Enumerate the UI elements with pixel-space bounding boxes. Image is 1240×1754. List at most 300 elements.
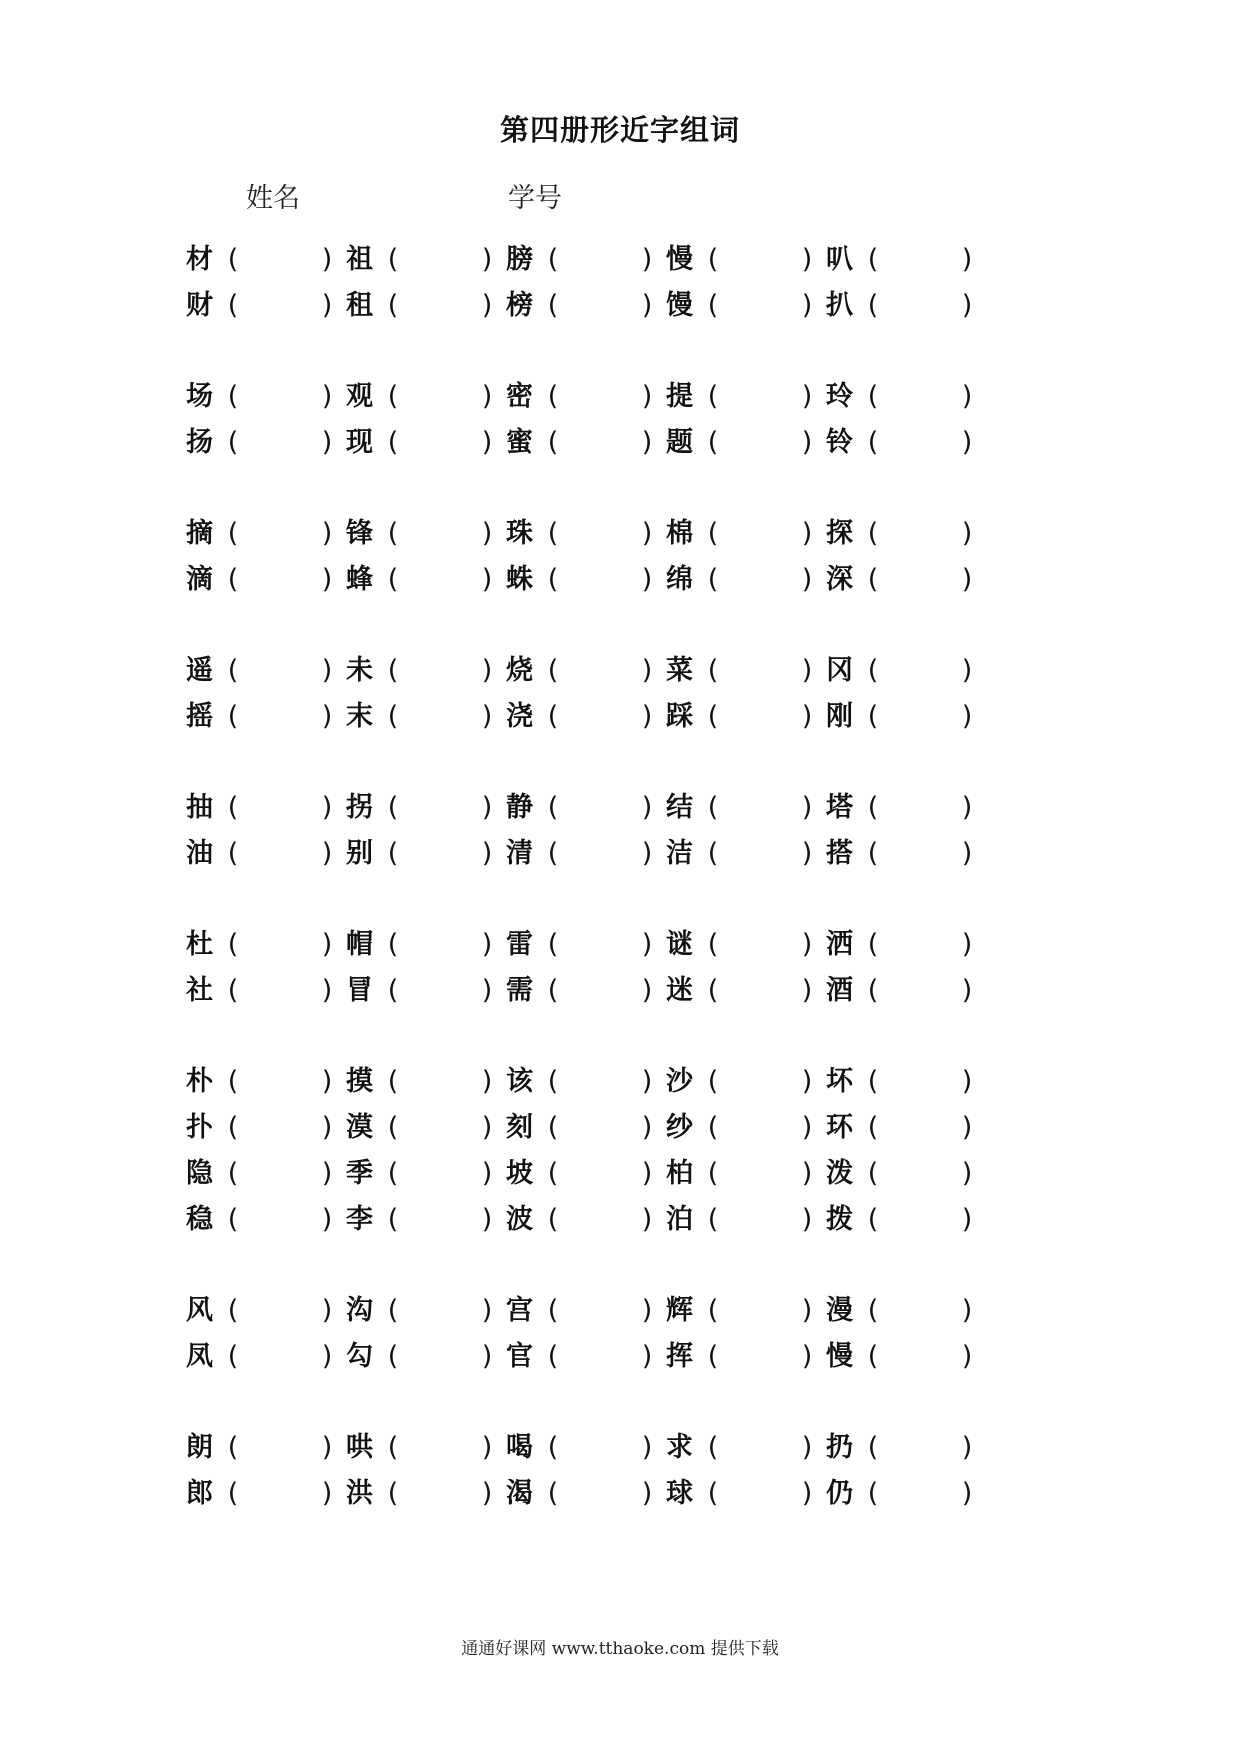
- answer-blank[interactable]: [400, 976, 480, 1006]
- paren-open: (: [707, 1432, 719, 1463]
- answer-blank[interactable]: [880, 1113, 960, 1143]
- paren-open: (: [867, 381, 879, 412]
- character: 冈: [826, 655, 853, 686]
- answer-blank[interactable]: [400, 1433, 480, 1463]
- answer-blank[interactable]: [720, 976, 800, 1006]
- character: 蜜: [506, 427, 533, 458]
- word-item: [186, 1105, 346, 1151]
- answer-blank[interactable]: [560, 656, 640, 686]
- paren-open: (: [387, 381, 399, 412]
- answer-blank[interactable]: [560, 245, 640, 275]
- paren-close: ): [801, 427, 813, 458]
- word-item: [346, 283, 506, 329]
- answer-blank[interactable]: [720, 1159, 800, 1189]
- word-item: [826, 1151, 986, 1197]
- answer-blank[interactable]: [880, 1159, 960, 1189]
- answer-blank[interactable]: [240, 702, 320, 732]
- char-line: [186, 785, 1006, 831]
- paren-close: ): [481, 290, 493, 321]
- paren-open: (: [707, 838, 719, 869]
- answer-blank[interactable]: [400, 1342, 480, 1372]
- answer-blank[interactable]: [240, 930, 320, 960]
- answer-blank[interactable]: [880, 793, 960, 823]
- character: 探: [826, 518, 853, 549]
- paren-close: ): [961, 564, 973, 595]
- char-line: [186, 1151, 1006, 1197]
- answer-blank[interactable]: [560, 1342, 640, 1372]
- answer-blank[interactable]: [880, 1067, 960, 1097]
- paren-open: (: [867, 1341, 879, 1372]
- char-group: [186, 237, 1006, 329]
- paren-open: (: [227, 1478, 239, 1509]
- paren-open: (: [707, 655, 719, 686]
- paren-close: ): [641, 1432, 653, 1463]
- word-item: [666, 283, 826, 329]
- character: 摘: [186, 518, 213, 549]
- paren-open: (: [867, 427, 879, 458]
- word-item: [506, 374, 666, 420]
- word-item: [506, 1471, 666, 1517]
- word-item: [506, 922, 666, 968]
- word-item: [666, 831, 826, 877]
- paren-open: (: [707, 929, 719, 960]
- answer-blank[interactable]: [720, 839, 800, 869]
- character: 馒: [666, 290, 693, 321]
- answer-blank[interactable]: [560, 565, 640, 595]
- answer-blank[interactable]: [720, 1067, 800, 1097]
- paren-open: (: [707, 1204, 719, 1235]
- word-item: [346, 831, 506, 877]
- paren-open: (: [227, 244, 239, 275]
- paren-open: (: [387, 1204, 399, 1235]
- paren-open: (: [867, 975, 879, 1006]
- answer-blank[interactable]: [240, 245, 320, 275]
- word-item: [826, 1197, 986, 1243]
- word-item: [826, 968, 986, 1014]
- word-item: [506, 511, 666, 557]
- character: 静: [506, 792, 533, 823]
- paren-open: (: [387, 1158, 399, 1189]
- answer-blank[interactable]: [240, 1113, 320, 1143]
- character: 未: [346, 655, 373, 686]
- answer-blank[interactable]: [880, 382, 960, 412]
- paren-close: ): [801, 1295, 813, 1326]
- word-item: [506, 1105, 666, 1151]
- answer-blank[interactable]: [720, 245, 800, 275]
- paren-open: (: [547, 1112, 559, 1143]
- character: 柏: [666, 1158, 693, 1189]
- answer-blank[interactable]: [240, 839, 320, 869]
- character: 密: [506, 381, 533, 412]
- word-item: [186, 694, 346, 740]
- character: 摇: [186, 701, 213, 732]
- paren-close: ): [961, 1432, 973, 1463]
- answer-blank[interactable]: [240, 976, 320, 1006]
- paren-open: (: [707, 1478, 719, 1509]
- word-item: [666, 511, 826, 557]
- paren-open: (: [227, 290, 239, 321]
- paren-close: ): [481, 1295, 493, 1326]
- character: 末: [346, 701, 373, 732]
- paren-close: ): [801, 1204, 813, 1235]
- answer-blank[interactable]: [720, 793, 800, 823]
- character: 扔: [826, 1432, 853, 1463]
- answer-blank[interactable]: [400, 245, 480, 275]
- paren-close: ): [641, 290, 653, 321]
- paren-open: (: [867, 1432, 879, 1463]
- answer-blank[interactable]: [240, 1205, 320, 1235]
- paren-close: ): [481, 975, 493, 1006]
- paren-open: (: [547, 975, 559, 1006]
- paren-close: ): [961, 929, 973, 960]
- paren-open: (: [547, 1158, 559, 1189]
- word-item: [346, 1059, 506, 1105]
- word-item: [186, 1059, 346, 1105]
- paren-close: ): [801, 564, 813, 595]
- paren-close: ): [481, 564, 493, 595]
- word-item: [666, 1105, 826, 1151]
- paren-close: ): [481, 427, 493, 458]
- answer-blank[interactable]: [400, 793, 480, 823]
- character: 沙: [666, 1066, 693, 1097]
- character: 波: [506, 1204, 533, 1235]
- character: 泼: [826, 1158, 853, 1189]
- paren-close: ): [641, 701, 653, 732]
- char-line: [186, 557, 1006, 603]
- paren-open: (: [707, 792, 719, 823]
- paren-open: (: [547, 701, 559, 732]
- character: 清: [506, 838, 533, 869]
- paren-open: (: [387, 1066, 399, 1097]
- character: 棉: [666, 518, 693, 549]
- character: 郎: [186, 1478, 213, 1509]
- char-group: [186, 1059, 1006, 1243]
- character: 锋: [346, 518, 373, 549]
- paren-close: ): [641, 1158, 653, 1189]
- paren-open: (: [547, 290, 559, 321]
- answer-blank[interactable]: [880, 1205, 960, 1235]
- answer-blank[interactable]: [400, 702, 480, 732]
- answer-blank[interactable]: [400, 428, 480, 458]
- answer-blank[interactable]: [240, 656, 320, 686]
- character: 塔: [826, 792, 853, 823]
- character: 雷: [506, 929, 533, 960]
- character: 榜: [506, 290, 533, 321]
- char-group: [186, 1425, 1006, 1517]
- paren-close: ): [801, 1432, 813, 1463]
- word-item: [666, 694, 826, 740]
- paren-open: (: [867, 564, 879, 595]
- char-group: [186, 511, 1006, 603]
- paren-close: ): [321, 929, 333, 960]
- answer-blank[interactable]: [560, 519, 640, 549]
- paren-close: ): [641, 1066, 653, 1097]
- answer-blank[interactable]: [560, 930, 640, 960]
- answer-blank[interactable]: [560, 1159, 640, 1189]
- paren-open: (: [867, 1112, 879, 1143]
- word-item: [666, 1197, 826, 1243]
- paren-close: ): [641, 518, 653, 549]
- char-line: [186, 968, 1006, 1014]
- answer-blank[interactable]: [400, 1067, 480, 1097]
- word-item: [506, 648, 666, 694]
- paren-close: ): [321, 655, 333, 686]
- answer-blank[interactable]: [880, 519, 960, 549]
- answer-blank[interactable]: [560, 428, 640, 458]
- answer-blank[interactable]: [720, 1342, 800, 1372]
- paren-close: ): [961, 290, 973, 321]
- answer-blank[interactable]: [880, 656, 960, 686]
- answer-blank[interactable]: [560, 1067, 640, 1097]
- word-item: [826, 1059, 986, 1105]
- answer-blank[interactable]: [560, 1113, 640, 1143]
- paren-open: (: [707, 427, 719, 458]
- answer-blank[interactable]: [720, 1113, 800, 1143]
- character: 拐: [346, 792, 373, 823]
- word-item: [186, 420, 346, 466]
- paren-open: (: [387, 701, 399, 732]
- paren-open: (: [387, 564, 399, 595]
- paren-open: (: [227, 518, 239, 549]
- answer-blank[interactable]: [880, 930, 960, 960]
- answer-blank[interactable]: [400, 1159, 480, 1189]
- word-item: [186, 1197, 346, 1243]
- character: 刚: [826, 701, 853, 732]
- answer-blank[interactable]: [720, 1296, 800, 1326]
- answer-blank[interactable]: [720, 930, 800, 960]
- word-item: [826, 557, 986, 603]
- character: 慢: [826, 1341, 853, 1372]
- paren-open: (: [867, 244, 879, 275]
- answer-blank[interactable]: [400, 565, 480, 595]
- word-item: [186, 922, 346, 968]
- word-item: [506, 1151, 666, 1197]
- paren-close: ): [801, 701, 813, 732]
- answer-blank[interactable]: [720, 382, 800, 412]
- character: 求: [666, 1432, 693, 1463]
- answer-blank[interactable]: [560, 793, 640, 823]
- character: 珠: [506, 518, 533, 549]
- answer-blank[interactable]: [240, 565, 320, 595]
- paren-open: (: [707, 975, 719, 1006]
- word-item: [186, 648, 346, 694]
- answer-blank[interactable]: [880, 1479, 960, 1509]
- answer-blank[interactable]: [560, 976, 640, 1006]
- answer-blank[interactable]: [880, 1342, 960, 1372]
- word-item: [346, 1105, 506, 1151]
- paren-close: ): [961, 975, 973, 1006]
- paren-close: ): [321, 1295, 333, 1326]
- answer-blank[interactable]: [400, 291, 480, 321]
- answer-blank[interactable]: [560, 382, 640, 412]
- character: 官: [506, 1341, 533, 1372]
- word-item: [186, 1288, 346, 1334]
- character: 观: [346, 381, 373, 412]
- character: 该: [506, 1066, 533, 1097]
- paren-close: ): [641, 564, 653, 595]
- answer-blank[interactable]: [720, 428, 800, 458]
- paren-close: ): [801, 381, 813, 412]
- character: 辉: [666, 1295, 693, 1326]
- word-item: [826, 511, 986, 557]
- answer-blank[interactable]: [400, 656, 480, 686]
- paren-open: (: [867, 655, 879, 686]
- paren-open: (: [867, 1066, 879, 1097]
- character: 朗: [186, 1432, 213, 1463]
- word-item: [826, 374, 986, 420]
- answer-blank[interactable]: [400, 1205, 480, 1235]
- answer-blank[interactable]: [240, 1296, 320, 1326]
- character: 酒: [826, 975, 853, 1006]
- answer-blank[interactable]: [880, 565, 960, 595]
- paren-close: ): [801, 655, 813, 686]
- paren-close: ): [801, 244, 813, 275]
- word-item: [346, 1288, 506, 1334]
- character: 抽: [186, 792, 213, 823]
- answer-blank[interactable]: [240, 382, 320, 412]
- paren-open: (: [227, 1295, 239, 1326]
- answer-blank[interactable]: [560, 291, 640, 321]
- word-item: [506, 557, 666, 603]
- answer-blank[interactable]: [560, 1479, 640, 1509]
- paren-open: (: [547, 655, 559, 686]
- answer-blank[interactable]: [240, 1067, 320, 1097]
- answer-blank[interactable]: [240, 291, 320, 321]
- char-line: [186, 694, 1006, 740]
- answer-blank[interactable]: [560, 1433, 640, 1463]
- answer-blank[interactable]: [400, 839, 480, 869]
- answer-blank[interactable]: [720, 656, 800, 686]
- answer-blank[interactable]: [880, 1433, 960, 1463]
- answer-blank[interactable]: [400, 930, 480, 960]
- answer-blank[interactable]: [560, 1296, 640, 1326]
- paren-open: (: [707, 1066, 719, 1097]
- word-item: [346, 557, 506, 603]
- paren-close: ): [641, 655, 653, 686]
- answer-blank[interactable]: [720, 565, 800, 595]
- paren-open: (: [227, 381, 239, 412]
- word-item: [506, 283, 666, 329]
- answer-blank[interactable]: [240, 519, 320, 549]
- answer-blank[interactable]: [720, 1433, 800, 1463]
- answer-blank[interactable]: [560, 839, 640, 869]
- paren-close: ): [961, 1066, 973, 1097]
- character: 李: [346, 1204, 373, 1235]
- answer-blank[interactable]: [720, 1205, 800, 1235]
- answer-blank[interactable]: [880, 428, 960, 458]
- word-item: [186, 785, 346, 831]
- word-item: [826, 785, 986, 831]
- paren-open: (: [867, 1158, 879, 1189]
- paren-close: ): [961, 427, 973, 458]
- paren-open: (: [867, 701, 879, 732]
- paren-open: (: [387, 655, 399, 686]
- paren-close: ): [801, 838, 813, 869]
- paren-open: (: [547, 518, 559, 549]
- paren-close: ): [801, 1066, 813, 1097]
- character: 谜: [666, 929, 693, 960]
- word-item: [666, 1059, 826, 1105]
- answer-blank[interactable]: [240, 428, 320, 458]
- answer-blank[interactable]: [240, 1433, 320, 1463]
- paren-open: (: [547, 929, 559, 960]
- word-item: [346, 968, 506, 1014]
- word-item: [666, 785, 826, 831]
- paren-close: ): [321, 1112, 333, 1143]
- paren-open: (: [387, 244, 399, 275]
- char-group: [186, 922, 1006, 1014]
- answer-blank[interactable]: [240, 1479, 320, 1509]
- character: 租: [346, 290, 373, 321]
- character: 铃: [826, 427, 853, 458]
- answer-blank[interactable]: [400, 519, 480, 549]
- answer-blank[interactable]: [880, 839, 960, 869]
- answer-blank[interactable]: [880, 1296, 960, 1326]
- paren-open: (: [707, 381, 719, 412]
- answer-blank[interactable]: [400, 1296, 480, 1326]
- answer-blank[interactable]: [560, 702, 640, 732]
- char-line: [186, 420, 1006, 466]
- answer-blank[interactable]: [880, 291, 960, 321]
- word-item: [666, 1471, 826, 1517]
- answer-blank[interactable]: [560, 1205, 640, 1235]
- word-item: [346, 1334, 506, 1380]
- word-item: [506, 785, 666, 831]
- paren-close: ): [961, 244, 973, 275]
- answer-blank[interactable]: [720, 291, 800, 321]
- paren-open: (: [387, 1478, 399, 1509]
- answer-blank[interactable]: [720, 702, 800, 732]
- answer-blank[interactable]: [240, 793, 320, 823]
- answer-blank[interactable]: [400, 1479, 480, 1509]
- word-item: [666, 237, 826, 283]
- answer-blank[interactable]: [240, 1342, 320, 1372]
- answer-blank[interactable]: [720, 1479, 800, 1509]
- answer-blank[interactable]: [880, 245, 960, 275]
- word-item: [346, 1197, 506, 1243]
- paren-close: ): [641, 381, 653, 412]
- paren-close: ): [321, 381, 333, 412]
- word-item: [506, 968, 666, 1014]
- paren-open: (: [387, 518, 399, 549]
- answer-blank[interactable]: [880, 976, 960, 1006]
- paren-close: ): [961, 792, 973, 823]
- paren-close: ): [641, 1204, 653, 1235]
- paren-close: ): [321, 1204, 333, 1235]
- answer-blank[interactable]: [880, 702, 960, 732]
- character: 漠: [346, 1112, 373, 1143]
- word-item: [506, 1059, 666, 1105]
- answer-blank[interactable]: [240, 1159, 320, 1189]
- answer-blank[interactable]: [720, 519, 800, 549]
- character: 宫: [506, 1295, 533, 1326]
- word-item: [666, 1425, 826, 1471]
- paren-open: (: [547, 1066, 559, 1097]
- word-item: [186, 374, 346, 420]
- paren-close: ): [321, 427, 333, 458]
- answer-blank[interactable]: [400, 382, 480, 412]
- character: 隐: [186, 1158, 213, 1189]
- answer-blank[interactable]: [400, 1113, 480, 1143]
- character: 球: [666, 1478, 693, 1509]
- paren-open: (: [707, 1112, 719, 1143]
- character: 挥: [666, 1341, 693, 1372]
- paren-close: ): [321, 975, 333, 1006]
- word-item: [346, 1425, 506, 1471]
- paren-open: (: [387, 975, 399, 1006]
- character: 纱: [666, 1112, 693, 1143]
- paren-open: (: [867, 1295, 879, 1326]
